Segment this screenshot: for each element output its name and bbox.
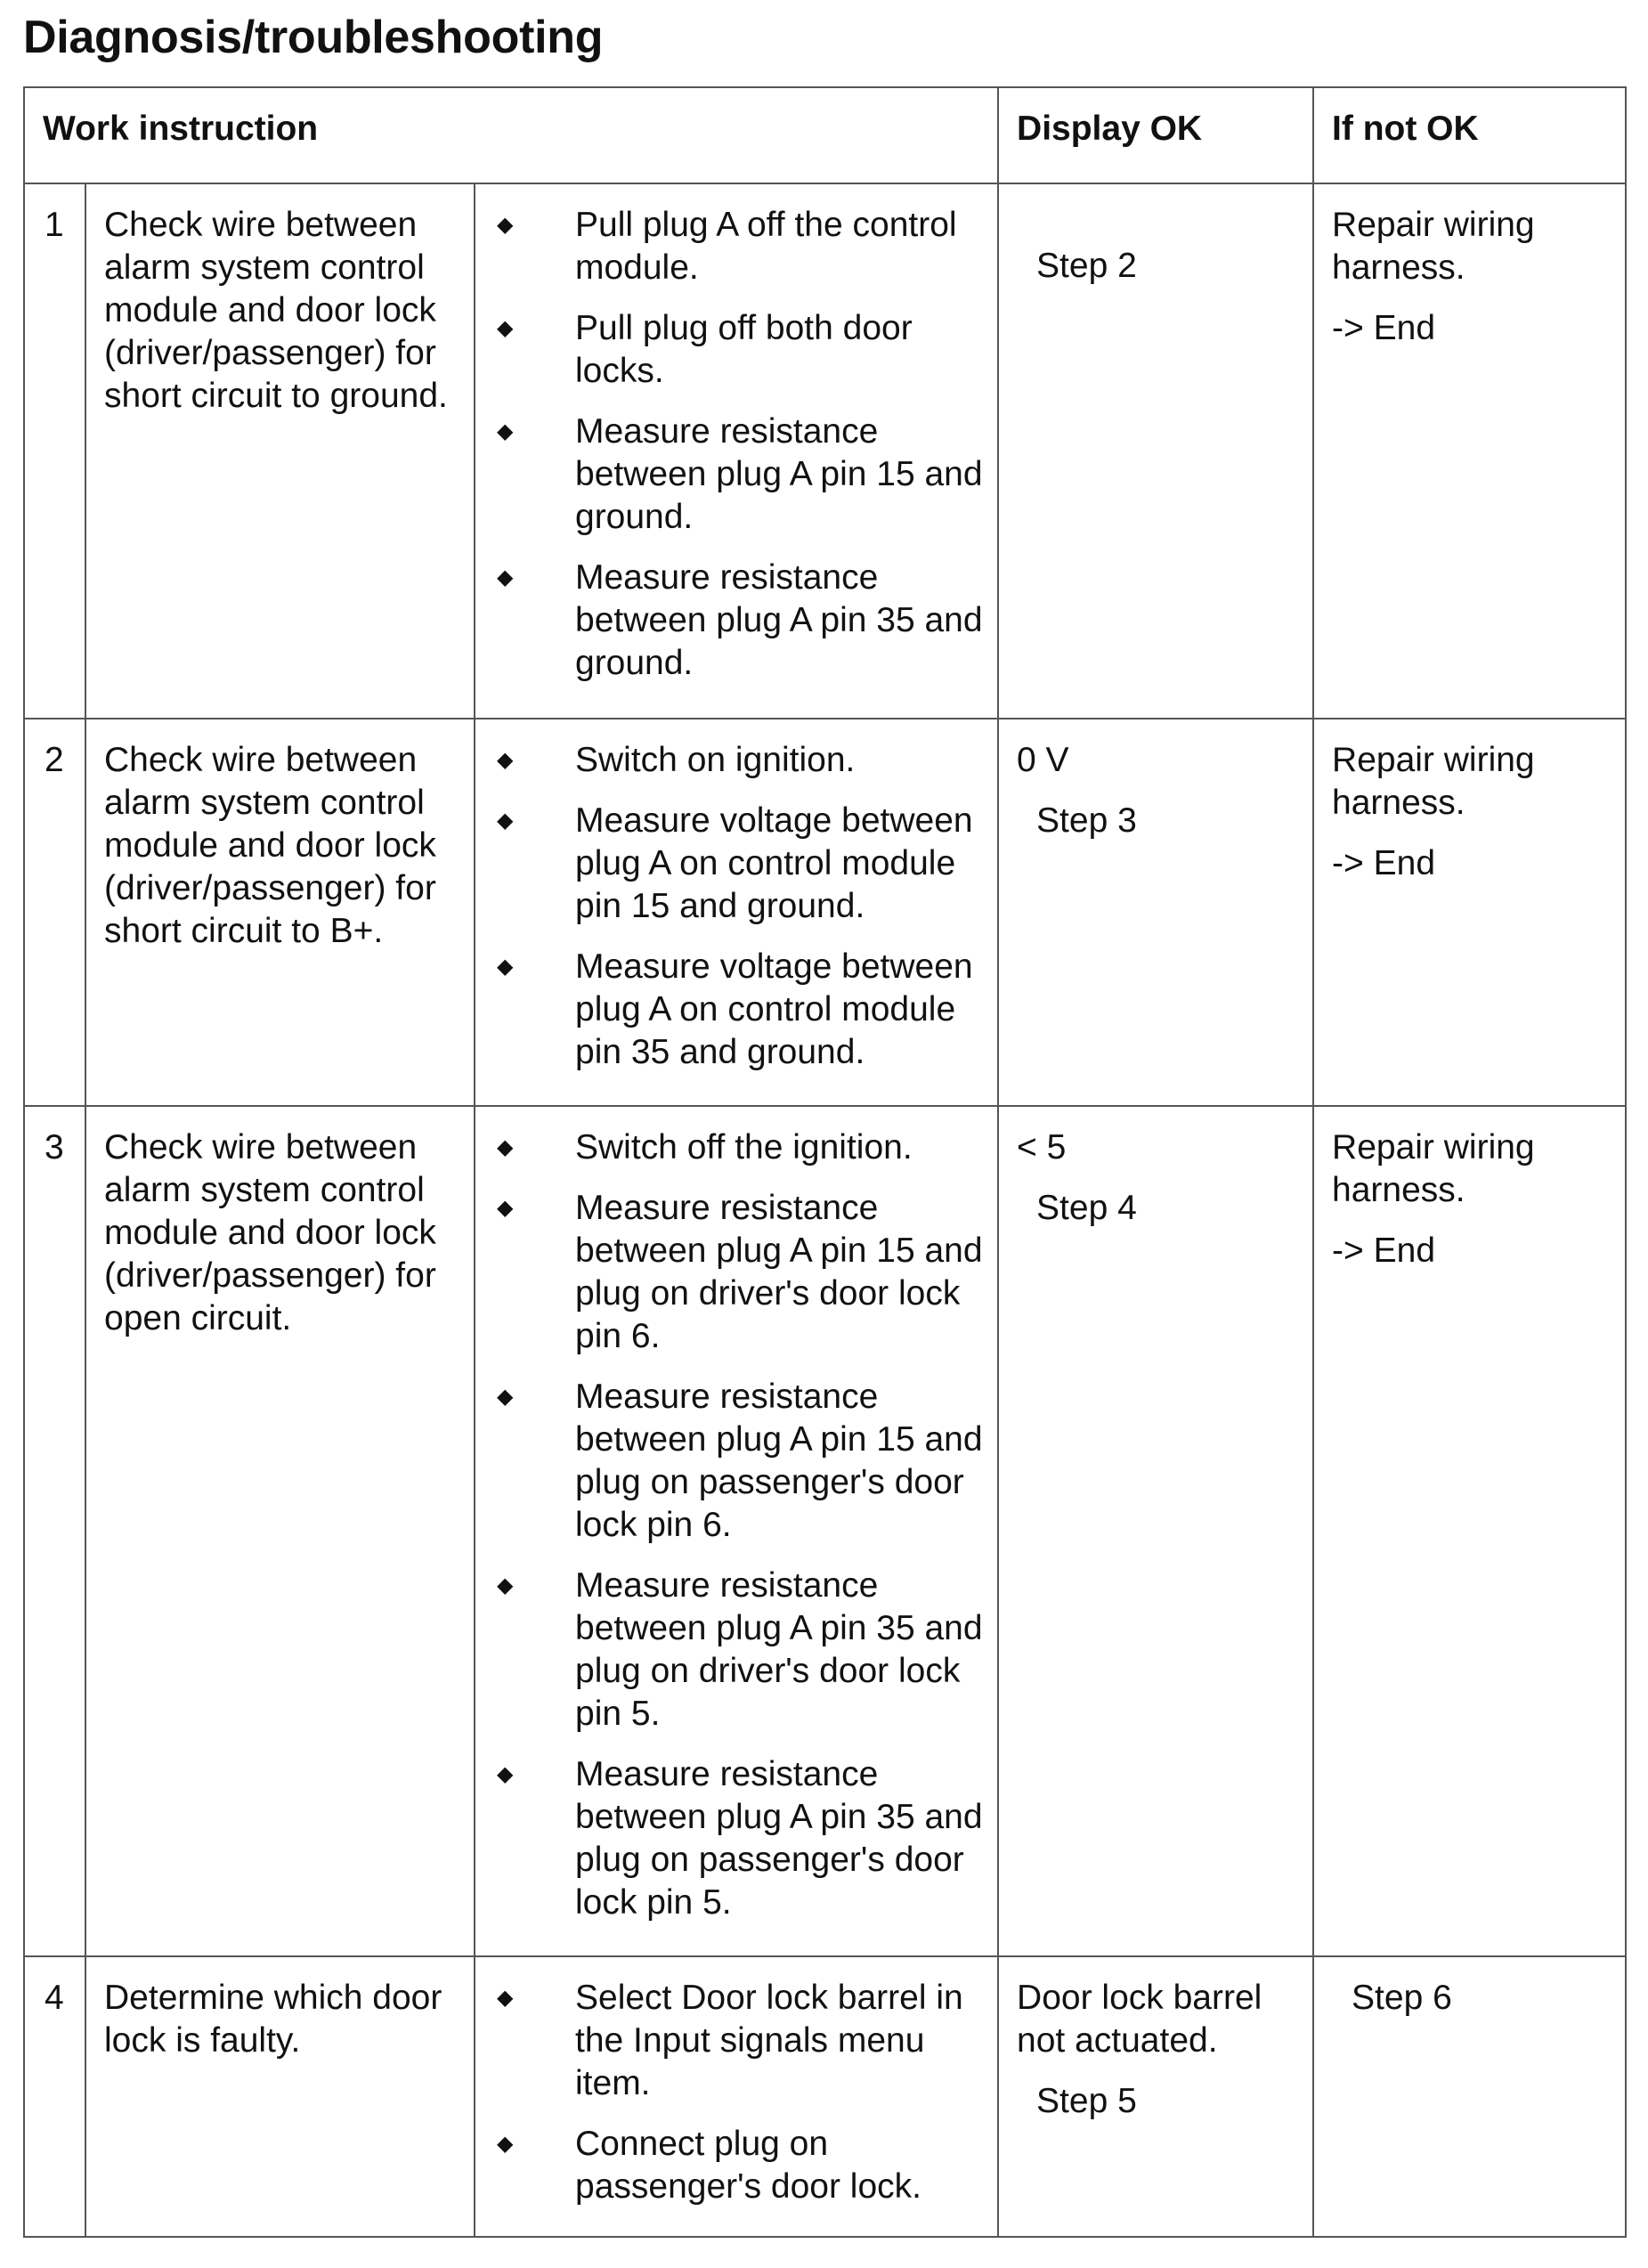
not-ok-action: Repair wiring harness.	[1332, 206, 1535, 287]
action-list	[495, 204, 986, 685]
table-row	[24, 183, 1626, 719]
list-item	[495, 1187, 986, 1358]
bullet-diamond-icon: ◆	[497, 1986, 514, 2010]
action-list	[495, 1977, 986, 2208]
action-list-cell	[475, 183, 998, 719]
header-display-ok: Display OK	[998, 87, 1313, 183]
bullet-diamond-icon: ◆	[497, 955, 514, 979]
list-item	[495, 1977, 986, 2105]
list-item	[495, 800, 986, 928]
if-not-ok-cell	[1313, 183, 1626, 719]
action-text: Connect plug on passenger's door lock.	[575, 2125, 921, 2206]
list-item	[495, 204, 986, 289]
action-list-cell	[475, 719, 998, 1106]
list-item	[495, 1126, 986, 1169]
bullet-diamond-icon: ◆	[497, 2132, 514, 2156]
action-text: Pull plug off both door locks.	[575, 309, 913, 390]
bullet-diamond-icon: ◆	[497, 809, 514, 833]
action-text: Measure resistance between plug A pin 35 and plug on passenger's door lock pin 5.	[575, 1755, 983, 1922]
action-text: Measure resistance between plug A pin 15 and ground.	[575, 412, 983, 536]
table-row	[24, 719, 1626, 1106]
table-header-row	[24, 87, 1626, 183]
check-description: Check wire between alarm system control module and door lock (driver/passenger) for short circuit to ground.	[85, 183, 475, 719]
if-not-ok-cell	[1313, 1956, 1626, 2237]
not-ok-action: Repair wiring harness.	[1332, 1128, 1535, 1209]
list-item	[495, 2123, 986, 2208]
ok-step-ref: Step 3	[1036, 801, 1137, 840]
diagnosis-table	[23, 86, 1627, 2238]
step-number: 4	[24, 1956, 85, 2237]
table-row	[24, 1956, 1626, 2237]
step-number: 3	[24, 1106, 85, 1956]
action-text: Measure voltage between plug A on control module pin 15 and ground.	[575, 801, 973, 925]
step-number: 2	[24, 719, 85, 1106]
list-item	[495, 1376, 986, 1547]
display-ok-cell	[998, 1106, 1313, 1956]
ok-step-ref: Step 5	[1036, 2082, 1137, 2120]
list-item	[495, 1753, 986, 1924]
page-title: Diagnosis/troubleshooting	[23, 12, 604, 63]
bullet-diamond-icon: ◆	[497, 1762, 514, 1786]
action-list	[495, 1126, 986, 1924]
if-not-ok-cell	[1313, 719, 1626, 1106]
action-text: Measure resistance between plug A pin 15 and plug on passenger's door lock pin 6.	[575, 1378, 983, 1544]
list-item	[495, 411, 986, 539]
bullet-diamond-icon: ◆	[497, 1385, 514, 1409]
ok-step-ref: Step 2	[1036, 247, 1137, 285]
list-item	[495, 1565, 986, 1736]
list-item	[495, 557, 986, 685]
action-text: Switch on ignition.	[575, 741, 856, 779]
action-list	[495, 739, 986, 1074]
display-ok-cell	[998, 1956, 1313, 2237]
bullet-diamond-icon: ◆	[497, 419, 514, 443]
header-if-not-ok: If not OK	[1313, 87, 1626, 183]
ok-value: 0 V	[1017, 741, 1069, 779]
ok-value: < 5	[1017, 1128, 1067, 1167]
display-ok-cell	[998, 183, 1313, 719]
table-row	[24, 1106, 1626, 1956]
bullet-diamond-icon: ◆	[497, 565, 514, 589]
action-text: Pull plug A off the control module.	[575, 206, 957, 287]
not-ok-end: -> End	[1332, 1232, 1436, 1270]
check-description: Check wire between alarm system control module and door lock (driver/passenger) for open circuit.	[85, 1106, 475, 1956]
action-list-cell	[475, 1956, 998, 2237]
action-text: Measure voltage between plug A on control module pin 35 and ground.	[575, 947, 973, 1071]
bullet-diamond-icon: ◆	[497, 1573, 514, 1597]
step-number: 1	[24, 183, 85, 719]
bullet-diamond-icon: ◆	[497, 316, 514, 340]
display-ok-cell	[998, 719, 1313, 1106]
action-text: Measure resistance between plug A pin 15 and plug on driver's door lock pin 6.	[575, 1189, 983, 1355]
if-not-ok-cell	[1313, 1106, 1626, 1956]
list-item	[495, 739, 986, 782]
action-list-cell	[475, 1106, 998, 1956]
action-text: Measure resistance between plug A pin 35 and plug on driver's door lock pin 5.	[575, 1566, 983, 1733]
ok-step-ref: Step 4	[1036, 1189, 1137, 1227]
not-ok-step-ref: Step 6	[1352, 1979, 1452, 2017]
ok-value: Door lock barrel not actuated.	[1017, 1979, 1262, 2060]
bullet-diamond-icon: ◆	[497, 1135, 514, 1159]
not-ok-end: -> End	[1332, 309, 1436, 347]
bullet-diamond-icon: ◆	[497, 213, 514, 237]
action-text: Measure resistance between plug A pin 35 and ground.	[575, 558, 983, 682]
not-ok-end: -> End	[1332, 844, 1436, 882]
bullet-diamond-icon: ◆	[497, 748, 514, 772]
check-description: Determine which door lock is faulty.	[85, 1956, 475, 2237]
not-ok-action: Repair wiring harness.	[1332, 741, 1535, 822]
action-text: Switch off the ignition.	[575, 1128, 913, 1167]
header-work-instruction: Work instruction	[24, 87, 998, 183]
action-text: Select Door lock barrel in the Input signals menu item.	[575, 1979, 963, 2102]
list-item	[495, 946, 986, 1074]
bullet-diamond-icon: ◆	[497, 1196, 514, 1220]
check-description: Check wire between alarm system control module and door lock (driver/passenger) for short circuit to B+.	[85, 719, 475, 1106]
list-item	[495, 307, 986, 393]
